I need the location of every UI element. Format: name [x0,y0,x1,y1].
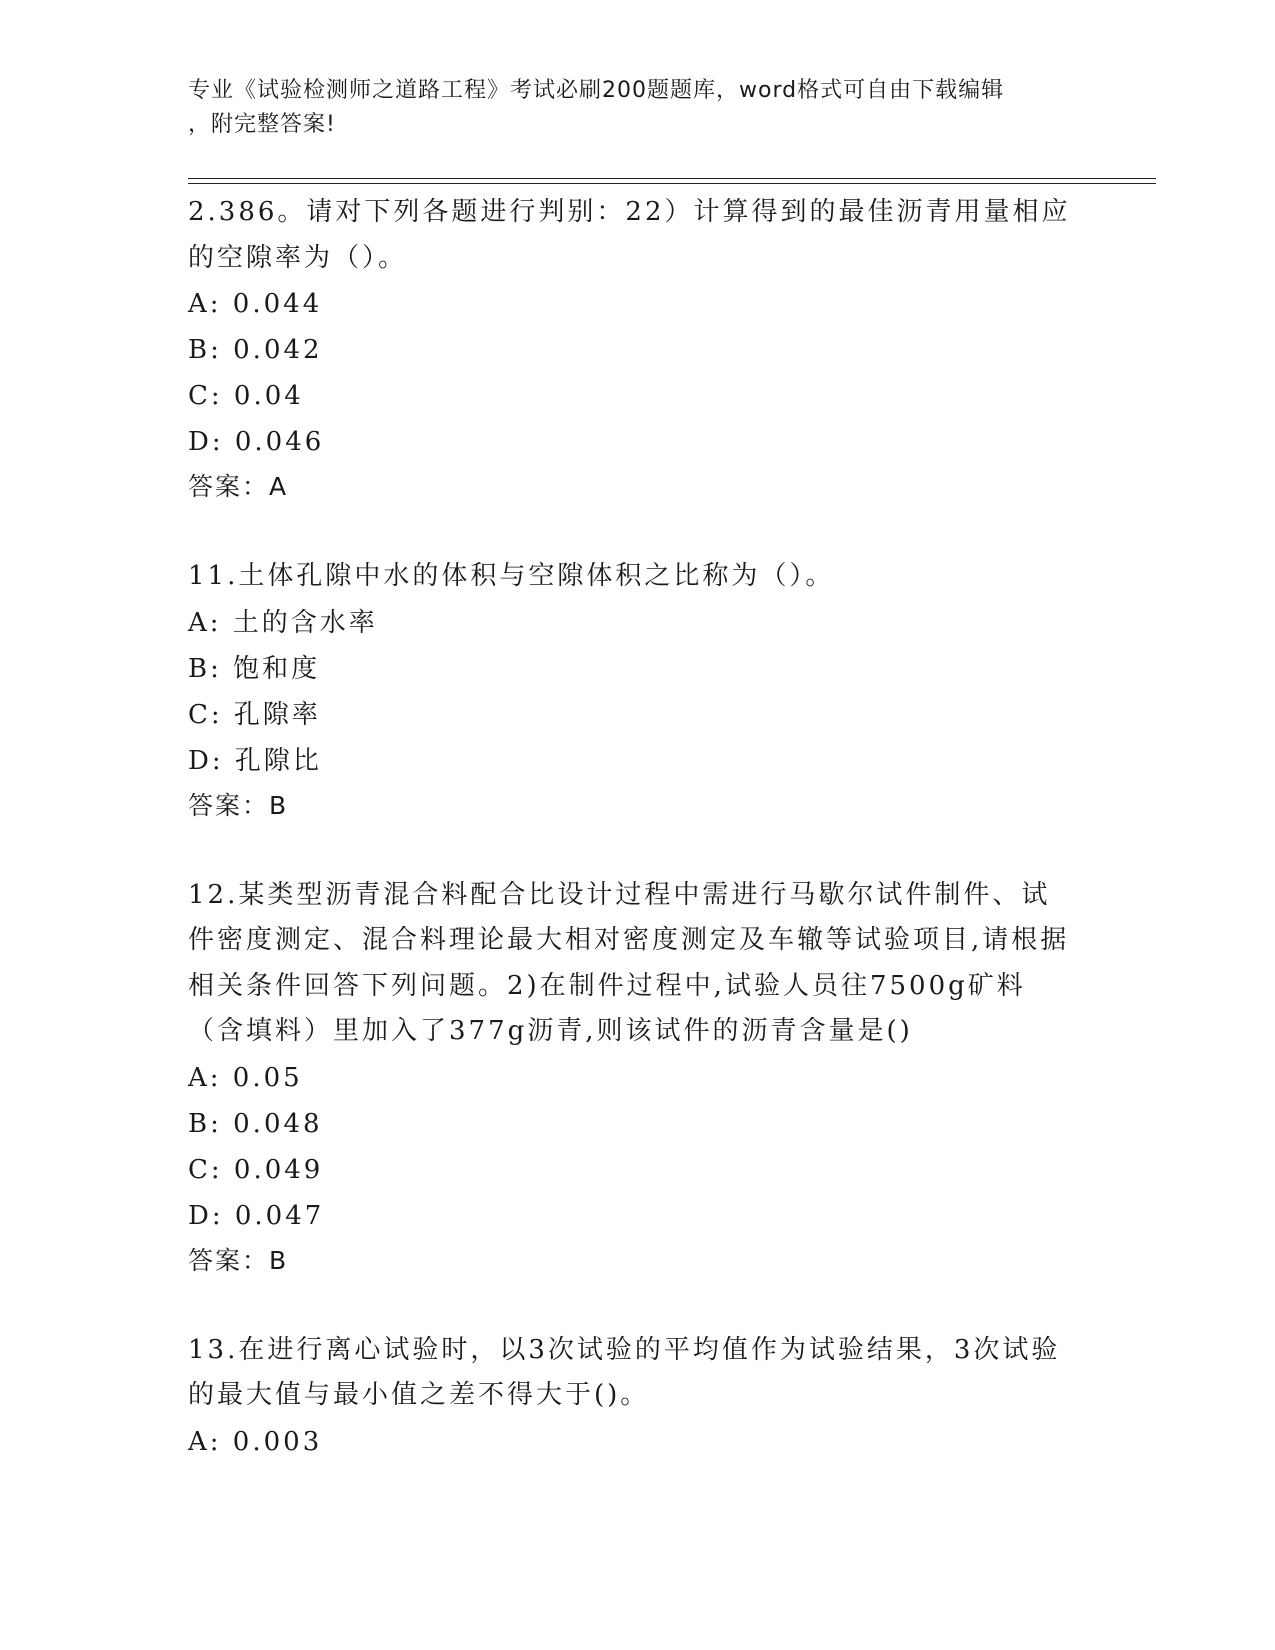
question-spacer [188,1283,1078,1328]
question-spacer [188,828,1078,873]
header-divider-top [188,178,1156,179]
question-text: 11.土体孔隙中水的体积与空隙体积之比称为（）。 [188,561,835,591]
question-block [188,554,1078,828]
option-d: D: 孔隙比 [188,745,322,776]
answer-label: 答案：B [188,790,289,820]
header-title-continuation: ，附完整答案! [188,112,336,137]
header-title-line: 专业《试验检测师之道路工程》考试必刷200题题库，word格式可自由下载编辑 [188,78,1005,103]
option-b: B: 0.042 [188,335,323,365]
option-b: B: 饱和度 [188,653,321,684]
option-c: C: 0.04 [188,381,304,411]
question-block [188,190,1078,509]
header-divider-bottom [188,183,1156,184]
question-text: 12.某类型沥青混合料配合比设计过程中需进行马歇尔试件制件、试件密度测定、混合料理论最大相对密度测定及车辙等试验项目,请根据相关条件回答下列问题。2)在制件过程中,试验人员往7500g矿料（含填料）里加入了377g沥青,则该试件的沥青含量是() [188,879,1070,1046]
option-b: B: 0.048 [188,1108,323,1139]
option-a: A: 0.05 [188,1062,303,1093]
option-c: C: 孔隙率 [188,699,321,730]
answer-label: 答案：A [188,472,289,501]
answer-label: 答案：B [188,1245,289,1275]
question-text: 13.在进行离心试验时，以3次试验的平均值作为试验结果，3次试验的最大值与最小值之差不得大于()。 [188,1334,1061,1410]
option-a: A: 土的含水率 [188,607,378,638]
option-d: D: 0.047 [188,1200,325,1231]
option-d: D: 0.046 [188,427,325,457]
question-spacer [188,509,1078,554]
option-a: A: 0.044 [188,289,323,319]
question-list [188,190,1078,1465]
option-c: C: 0.049 [188,1154,324,1185]
option-a: A: 0.003 [188,1426,323,1457]
document-header [188,74,1078,142]
question-block [188,1328,1078,1465]
question-text: 2.386。请对下列各题进行判别：22）计算得到的最佳沥青用量相应的空隙率为（）。 [188,197,1071,273]
question-block [188,873,1078,1283]
